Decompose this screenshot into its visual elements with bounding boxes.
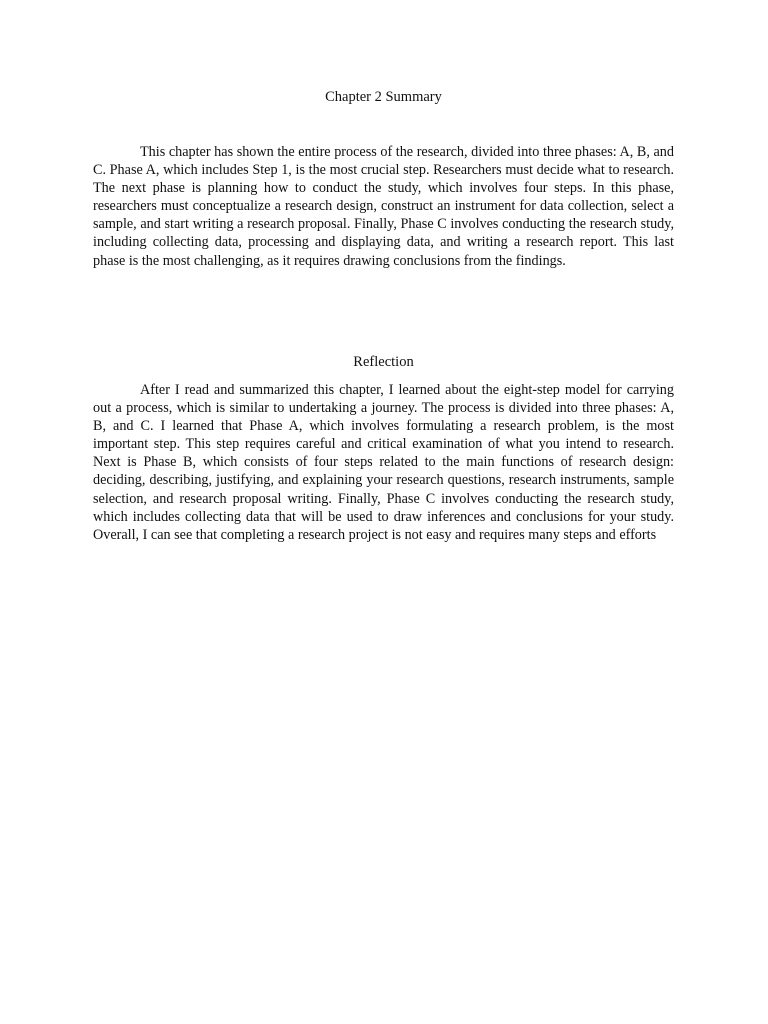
summary-heading: Chapter 2 Summary: [325, 89, 442, 105]
reflection-heading: Reflection: [353, 354, 414, 370]
summary-paragraph: This chapter has shown the entire process of the research, divided into three phases: A, B, and C. Phase A, which includes Step 1, is the most crucial step. Researchers must decide what to research. The next phase is planning how to conduct the study, which involves four steps. In this phase, researchers must conceptualize a research design, construct an instrument for data collection, select a sample, and start writing a research proposal. Finally, Phase C involves conducting the research study, including collecting data, processing and displaying data, and writing a research report. This last phase is the most challenging, as it requires drawing conclusions from the findings.: [93, 144, 674, 269]
reflection-paragraph: After I read and summarized this chapter, I learned about the eight-step model for carrying out a process, which is similar to undertaking a journey. The process is divided into three phases: A, B, and C. I learned that Phase A, which involves formulating a research problem, is the most important step. This step requires careful and critical examination of what you intend to research. Next is Phase B, which consists of four steps related to the main functions of research design: deciding, describing, justifying, and explaining your research questions, research instruments, sample selection, and research proposal writing. Finally, Phase C involves conducting the research study, which includes collecting data that will be used to draw inferences and conclusions for your study. Overall, I can see that completing a research project is not easy and requires many steps and efforts: [93, 382, 674, 543]
